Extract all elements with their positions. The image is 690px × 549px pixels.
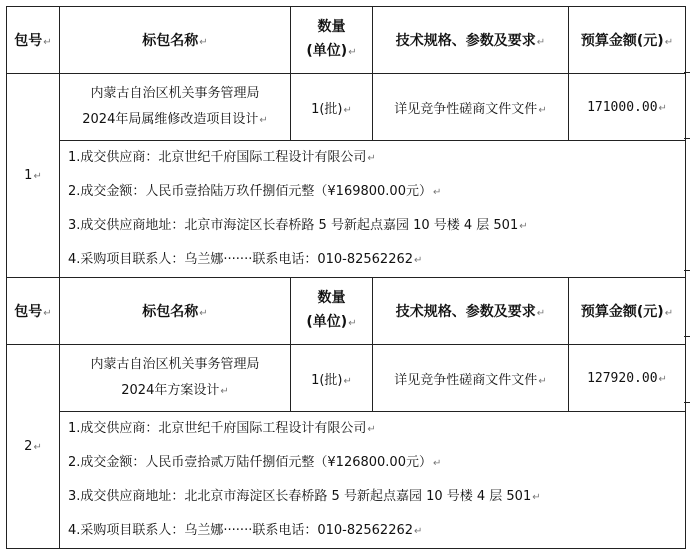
paragraph-mark-icon: ↵ — [220, 385, 229, 397]
package-budget: 171000.00 — [587, 99, 658, 115]
package-name-line2: 2024年方案设计 — [121, 382, 220, 398]
paragraph-mark-icon: ↵ — [348, 47, 357, 58]
paragraph-mark-icon: ↵ — [432, 458, 442, 469]
row-end-tick — [684, 270, 690, 271]
paragraph-mark-icon: ↵ — [348, 318, 357, 329]
package-spec: 详见竞争性磋商文件文件 — [394, 372, 538, 388]
header-qty-cell — [291, 278, 373, 345]
paragraph-mark-icon: ↵ — [658, 102, 667, 114]
package-name-line1: 内蒙古自治区机关事务管理局 — [90, 356, 260, 372]
header-qty-cell — [291, 7, 373, 74]
paragraph-mark-icon: ↵ — [367, 153, 376, 164]
header-budget-label: 预算金额(元) — [580, 33, 664, 49]
header-pkg-cell — [7, 7, 60, 74]
header-spec-label: 技术规格、参数及要求 — [395, 33, 536, 49]
paragraph-mark-icon: ↵ — [536, 37, 546, 48]
package-qty: 1(批) — [311, 101, 343, 117]
package-name-cell-1 — [60, 74, 291, 141]
header-budget-cell — [569, 278, 686, 345]
address-line: 3.成交供应商地址：北京市海淀区长春桥路 5 号新起点嘉园 10 号楼 4 层 501 — [68, 218, 519, 233]
contact-line: 4.采购项目联系人：乌兰娜·······联系电话：010-82562262 — [68, 523, 414, 538]
package-details-cell-2 — [60, 412, 686, 549]
paragraph-mark-icon: ↵ — [367, 424, 376, 435]
paragraph-mark-icon: ↵ — [199, 37, 208, 48]
header-spec-cell — [373, 7, 569, 74]
package-number-cell-1 — [7, 74, 60, 278]
package-budget-cell-1 — [569, 74, 686, 141]
header-name-cell — [60, 7, 291, 74]
package-row-2 — [7, 345, 686, 412]
paragraph-mark-icon: ↵ — [664, 37, 674, 48]
package-qty-cell-2 — [291, 345, 373, 412]
paragraph-mark-icon: ↵ — [532, 492, 541, 503]
supplier-line: 1.成交供应商：北京世纪千府国际工程设计有限公司 — [68, 150, 367, 165]
amount-line: 2.成交金额：人民币壹拾贰万陆仟捌佰元整（¥126800.00元） — [68, 455, 432, 470]
package-name-line1: 内蒙古自治区机关事务管理局 — [90, 85, 260, 101]
header-name-label: 标包名称 — [142, 304, 199, 320]
paragraph-mark-icon: ↵ — [259, 114, 268, 126]
package-number: 2 — [24, 439, 33, 454]
header-row-2 — [7, 278, 686, 345]
header-qty-label: 数量 — [317, 290, 346, 306]
paragraph-mark-icon: ↵ — [43, 308, 52, 319]
paragraph-mark-icon: ↵ — [343, 104, 352, 116]
header-qty-unit-label: (单位) — [306, 43, 348, 59]
contact-line: 4.采购项目联系人：乌兰娜·······联系电话：010-82562262 — [68, 252, 414, 267]
paragraph-mark-icon: ↵ — [658, 373, 667, 385]
package-spec-cell-1 — [373, 74, 569, 141]
award-announcement-table — [6, 6, 686, 549]
paragraph-mark-icon: ↵ — [538, 104, 547, 116]
paragraph-mark-icon: ↵ — [199, 308, 208, 319]
package-qty: 1(批) — [311, 372, 343, 388]
paragraph-mark-icon: ↵ — [536, 308, 546, 319]
award-announcement-table-frame — [6, 6, 685, 540]
package-spec: 详见竞争性磋商文件文件 — [394, 101, 538, 117]
paragraph-mark-icon: ↵ — [414, 526, 423, 537]
package-details-row-2 — [7, 412, 686, 549]
header-pkg-label: 包号 — [14, 33, 43, 49]
header-name-cell — [60, 278, 291, 345]
row-end-tick — [684, 138, 690, 139]
package-details-row-1 — [7, 141, 686, 278]
header-row-1 — [7, 7, 686, 74]
row-end-tick — [684, 402, 690, 403]
row-end-tick — [684, 336, 690, 337]
paragraph-mark-icon: ↵ — [664, 308, 674, 319]
paragraph-mark-icon: ↵ — [519, 221, 528, 232]
paragraph-mark-icon: ↵ — [414, 255, 423, 266]
amount-line: 2.成交金额：人民币壹拾陆万玖仟捌佰元整（¥169800.00元） — [68, 184, 432, 199]
package-row-1 — [7, 74, 686, 141]
header-budget-cell — [569, 7, 686, 74]
package-number: 1 — [24, 168, 33, 183]
paragraph-mark-icon: ↵ — [33, 442, 42, 453]
package-budget-cell-2 — [569, 345, 686, 412]
header-qty-label: 数量 — [317, 19, 346, 35]
header-spec-label: 技术规格、参数及要求 — [395, 304, 536, 320]
package-number-cell-2 — [7, 345, 60, 549]
header-pkg-label: 包号 — [14, 304, 43, 320]
header-name-label: 标包名称 — [142, 33, 199, 49]
package-name-line2: 2024年局属维修改造项目设计 — [82, 111, 259, 127]
header-spec-cell — [373, 278, 569, 345]
paragraph-mark-icon: ↵ — [33, 171, 42, 182]
supplier-line: 1.成交供应商：北京世纪千府国际工程设计有限公司 — [68, 421, 367, 436]
header-qty-unit-label: (单位) — [306, 314, 348, 330]
paragraph-mark-icon: ↵ — [343, 375, 352, 387]
paragraph-mark-icon: ↵ — [432, 187, 442, 198]
header-pkg-cell — [7, 278, 60, 345]
address-line: 3.成交供应商地址：北北京市海淀区长春桥路 5 号新起点嘉园 10 号楼 4 层 501 — [68, 489, 532, 504]
package-qty-cell-1 — [291, 74, 373, 141]
package-details-cell-1 — [60, 141, 686, 278]
package-budget: 127920.00 — [587, 370, 658, 386]
paragraph-mark-icon: ↵ — [538, 375, 547, 387]
package-name-cell-2 — [60, 345, 291, 412]
paragraph-mark-icon: ↵ — [43, 37, 52, 48]
row-end-tick — [684, 72, 690, 73]
header-budget-label: 预算金额(元) — [580, 304, 664, 320]
package-spec-cell-2 — [373, 345, 569, 412]
